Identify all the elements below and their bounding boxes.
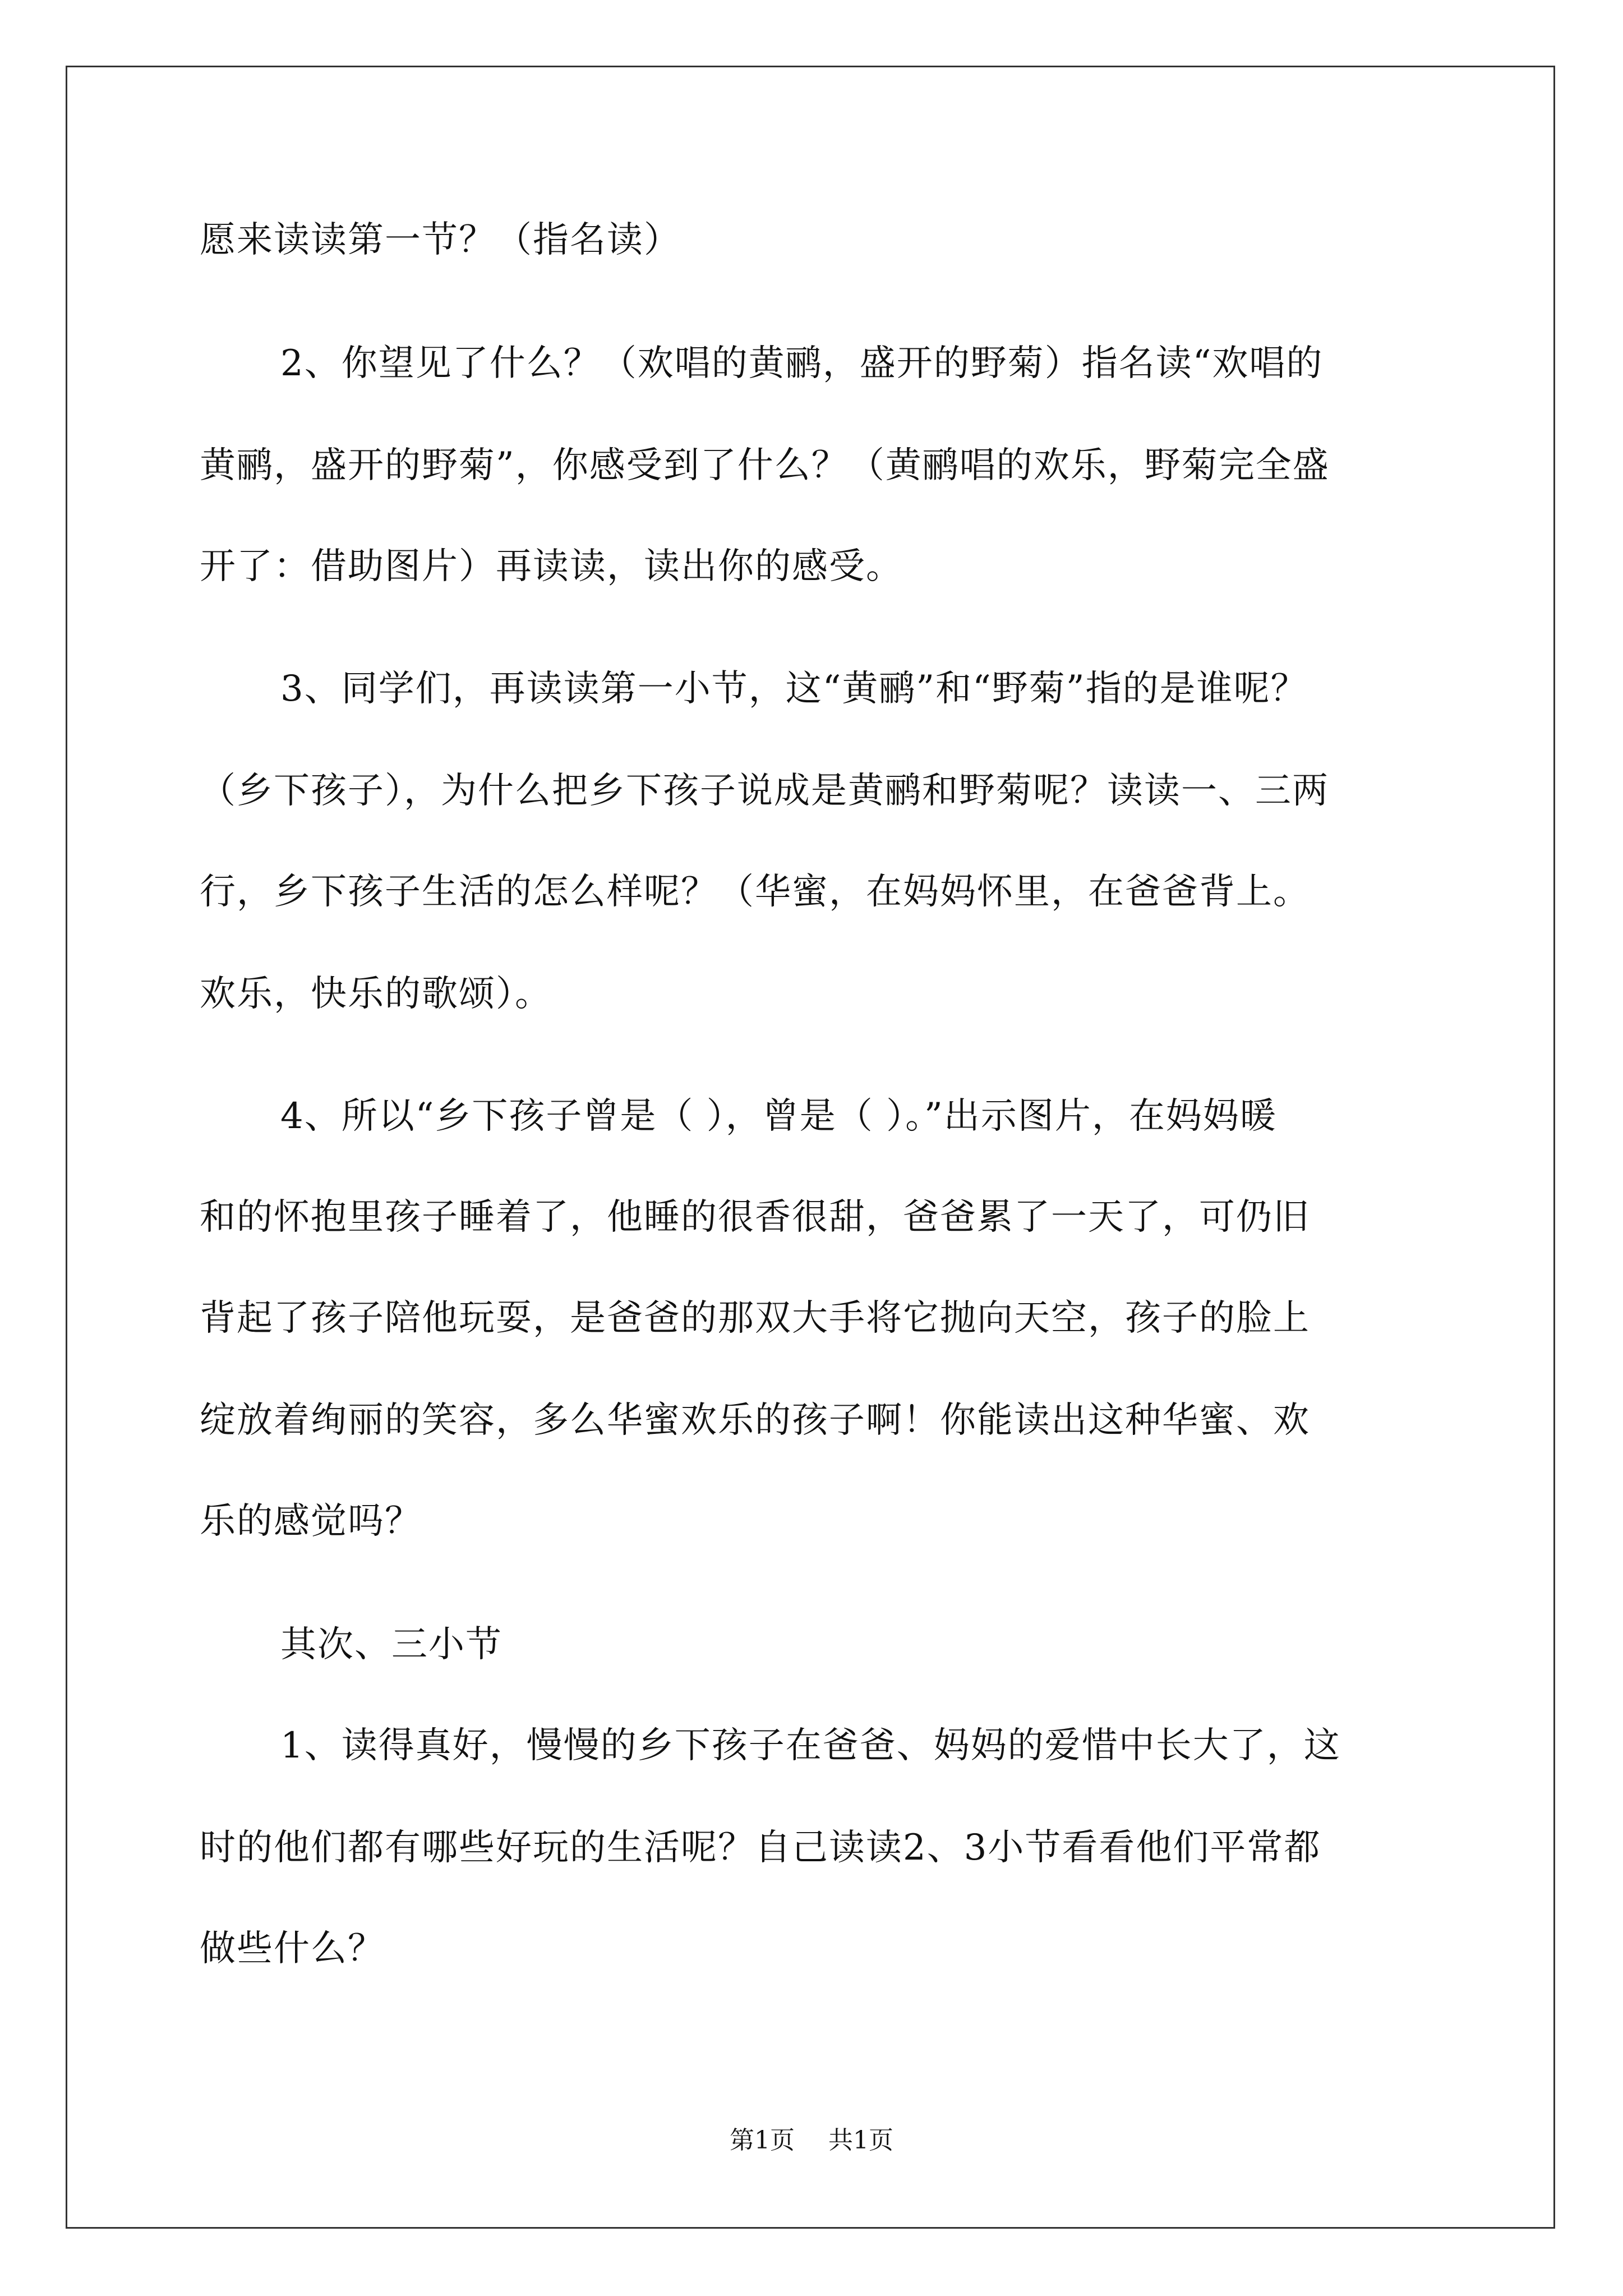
text-line: 3、同学们，再读读第一小节，这“黄鹂”和“野菊”指的是谁呢？ [280, 668, 1308, 710]
page-footer [0, 2124, 1623, 2157]
text-line: 绽放着绚丽的笑容，多么华蜜欢乐的孩子啊！你能读出这种华蜜、欢 [200, 1400, 1310, 1441]
text-line: 黄鹂，盛开的野菊”，你感受到了什么？（黄鹂唱的欢乐，野菊完全盛 [200, 445, 1330, 486]
page-number-current: 第1页 [730, 2126, 795, 2155]
section-heading: 其次、三小节 [280, 1624, 502, 1665]
text-line: 背起了孩子陪他玩耍，是爸爸的那双大手将它抛向天空，孩子的脸上 [200, 1297, 1310, 1339]
text-line: 4、所以“乡下孩子曾是（ ），曾是（ ）。”出示图片，在妈妈暖 [280, 1096, 1277, 1137]
text-line: 开了：借助图片）再读读，读出你的感受。 [200, 546, 903, 587]
text-line: 愿来读读第一节？（指名读） [200, 219, 681, 261]
text-line: 做些什么？ [200, 1928, 385, 1970]
text-line: （乡下孩子），为什么把乡下孩子说成是黄鹂和野菊呢？读读一、三两 [200, 770, 1329, 812]
text-line: 行，乡下孩子生活的怎么样呢？（华蜜，在妈妈怀里，在爸爸背上。 [200, 871, 1310, 913]
text-line: 欢乐，快乐的歌颂）。 [200, 973, 552, 1015]
text-line: 1、读得真好，慢慢的乡下孩子在爸爸、妈妈的爱惜中长大了，这 [280, 1725, 1341, 1766]
text-line: 和的怀抱里孩子睡着了，他睡的很香很甜，爸爸累了一天了，可仍旧 [200, 1197, 1310, 1238]
page-border [66, 66, 1555, 2229]
text-line: 时的他们都有哪些好玩的生活呢？自己读读2、3小节看看他们平常都 [200, 1827, 1321, 1869]
page-number-total: 共1页 [828, 2126, 893, 2155]
text-line: 乐的感觉吗？ [200, 1501, 422, 1542]
text-line: 2、你望见了什么？（欢唱的黄鹂，盛开的野菊）指名读“欢唱的 [280, 343, 1324, 384]
